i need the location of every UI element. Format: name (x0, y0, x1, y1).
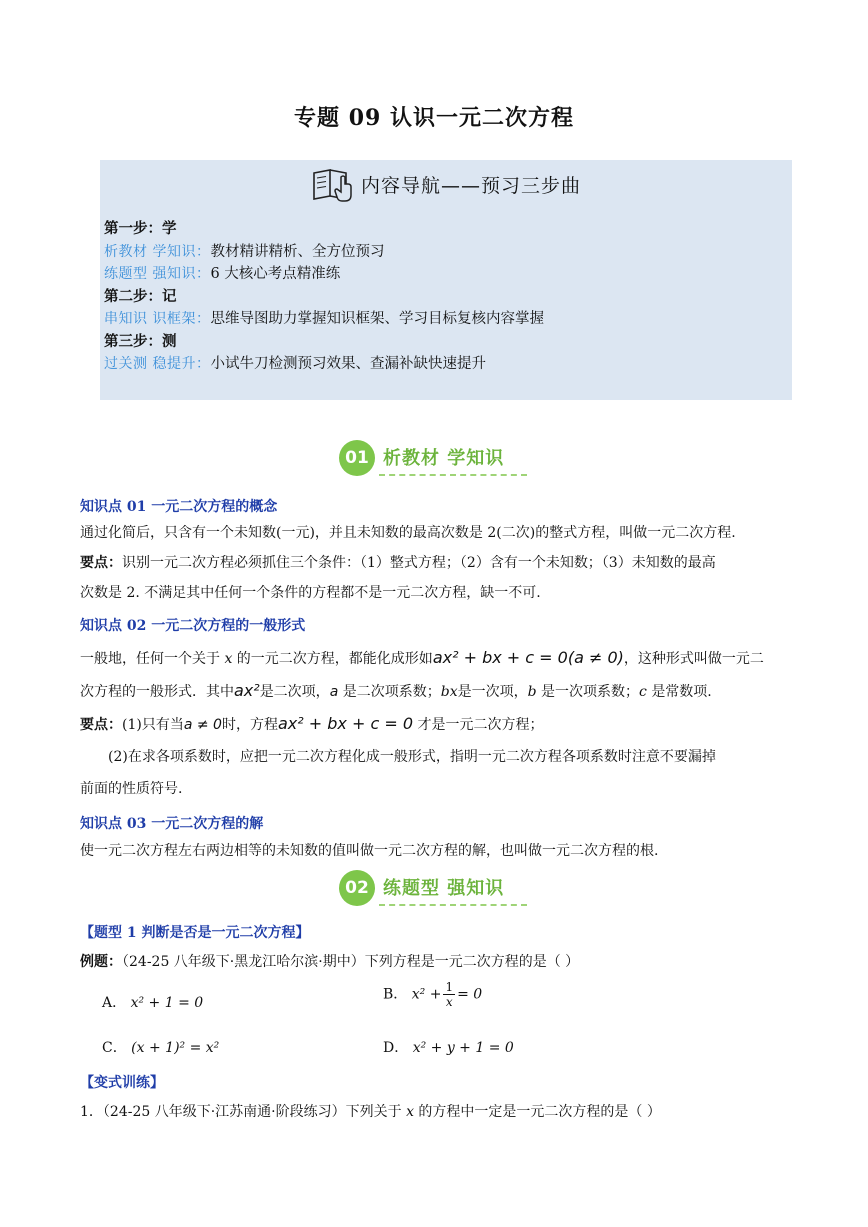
math: ax² + bx + c = 0 (277, 714, 413, 733)
math: a ≠ 0 (183, 717, 222, 733)
math: x (406, 1104, 414, 1120)
key-text: 识别一元二次方程必须抓住三个条件：（1）整式方程；（2）含有一个未知数；（3）未知数的最高 (122, 555, 716, 571)
page-title: 专题 09 认识一元二次方程 (294, 105, 574, 131)
key-label: 要点： (80, 717, 122, 733)
banner-underline (379, 474, 527, 476)
option-a (102, 992, 203, 1012)
option-c (102, 1037, 219, 1057)
option-math: = 0 (457, 986, 483, 1003)
nav-item-highlight: 串知识 识框架： (104, 311, 211, 327)
nav-item-text: 教材精讲精析、全方位预习 (210, 243, 385, 260)
option-label: A． (102, 995, 127, 1011)
section-banner-02 (0, 866, 868, 910)
variant-question-1 (80, 1101, 661, 1121)
nav-item-text: 6 大核心考点精准练 (210, 266, 341, 282)
option-d (383, 1037, 514, 1057)
paragraph (80, 548, 792, 578)
option-math: x² + y + 1 = 0 (412, 1040, 514, 1056)
paragraph (80, 675, 792, 708)
option-math: (x + 1)² = x² (131, 1040, 220, 1056)
section-number-badge: 02 (339, 870, 375, 906)
math: b (527, 684, 537, 700)
paragraph: 通过化简后，只含有一个未知数(一元)，并且未知数的最高次数是 2(二次)的整式方程，叫做一元二次方程. (80, 525, 736, 541)
nav-item-highlight: 练题型 强知识： (104, 266, 211, 282)
step-3: 第三步：测 (104, 332, 177, 350)
question-text: 的方程中一定是一元二次方程的是（ ） (413, 1104, 661, 1120)
question-type-1-heading: 【题型 1 判断是否是一元二次方程】 (80, 925, 310, 941)
section-number-badge: 01 (339, 440, 375, 476)
knowledge-point-02-body (80, 642, 792, 805)
nav-item (104, 241, 544, 264)
text: 次方程的一般形式．其中 (80, 684, 234, 700)
option-math: x² + (411, 986, 442, 1003)
knowledge-point-03-body (80, 836, 792, 866)
nav-item (104, 263, 544, 286)
step-2: 第二步：记 (104, 287, 177, 305)
paragraph (80, 708, 792, 741)
paragraph (80, 642, 792, 675)
math: x (224, 651, 233, 667)
text: 是常数项. (651, 684, 712, 700)
option-label: B． (383, 986, 408, 1003)
math: ax² (234, 681, 260, 700)
option-math: x² + 1 = 0 (130, 995, 204, 1011)
general-form-formula: ax² + bx + c = 0(a ≠ 0) (432, 648, 624, 667)
math: bx (440, 684, 458, 700)
nav-item-text: 思维导图助力掌握知识框架、学习目标复核内容掌握 (210, 311, 544, 327)
text: 是二次项系数； (342, 684, 441, 700)
fraction (443, 980, 455, 1009)
text: 才是一元二次方程； (417, 717, 544, 733)
nav-item-highlight: 过关测 稳提升： (104, 356, 211, 372)
option-label: C． (102, 1040, 127, 1056)
knowledge-point-01-body (80, 518, 792, 608)
option-label: D． (383, 1040, 409, 1056)
text: 时，方程 (221, 717, 278, 733)
book-pointer-icon (311, 165, 357, 203)
text: 是一次项， (457, 684, 528, 700)
knowledge-point-02-heading: 知识点 02 一元二次方程的一般形式 (80, 618, 306, 634)
math: a (329, 684, 339, 700)
step-1: 第一步：学 (104, 220, 177, 237)
math: c (639, 684, 647, 700)
knowledge-point-01-heading: 知识点 01 一元二次方程的概念 (80, 499, 278, 515)
example-question (80, 951, 579, 971)
text: ，这种形式叫做一元二 (623, 651, 764, 667)
section-banner-title: 练题型 强知识 (383, 878, 505, 899)
nav-item-highlight: 析教材 学知识： (104, 243, 211, 260)
nav-item (104, 353, 544, 376)
nav-header (100, 164, 792, 204)
content-navigation-box (100, 160, 792, 400)
key-label: 要点： (80, 555, 122, 571)
question-text: 1．（24-25 八年级下·江苏南通·阶段练习）下列关于 (80, 1104, 407, 1120)
banner-underline (379, 904, 527, 906)
section-banner-01 (0, 436, 868, 480)
text: 是二次项， (259, 684, 330, 700)
nav-item-text: 小试牛刀检测预习效果、查漏补缺快速提升 (210, 356, 486, 372)
paragraph: 次数是 2. 不满足其中任何一个条件的方程都不是一元二次方程，缺一不可. (80, 585, 541, 601)
knowledge-point-03-heading: 知识点 03 一元二次方程的解 (80, 816, 264, 832)
example-label: 例题： (80, 954, 122, 970)
nav-title: 内容导航——预习三步曲 (360, 174, 581, 197)
paragraph: (2)在求各项系数时，应把一元二次方程化成一般形式，指明一元二次方程各项系数时注意不要漏掉 (108, 749, 716, 765)
variant-training-heading: 【变式训练】 (80, 1075, 164, 1091)
nav-item (104, 308, 544, 331)
fraction-numerator: 1 (445, 980, 454, 994)
text: 的一元二次方程，都能化成形如 (232, 651, 433, 667)
text: 一般地，任何一个关于 (80, 651, 225, 667)
nav-steps (104, 218, 544, 376)
paragraph: 使一元二次方程左右两边相等的未知数的值叫做一元二次方程的解，也叫做一元二次方程的根. (80, 843, 659, 859)
paragraph: 前面的性质符号. (80, 781, 183, 797)
fraction-denominator: x (445, 995, 453, 1009)
text: (1)只有当 (122, 717, 184, 733)
example-text: （24-25 八年级下·黑龙江哈尔滨·期中）下列方程是一元二次方程的是（ ） (122, 954, 580, 970)
section-banner-title: 析教材 学知识 (383, 448, 505, 469)
option-b (383, 980, 482, 1009)
text: 是一次项系数； (541, 684, 640, 700)
